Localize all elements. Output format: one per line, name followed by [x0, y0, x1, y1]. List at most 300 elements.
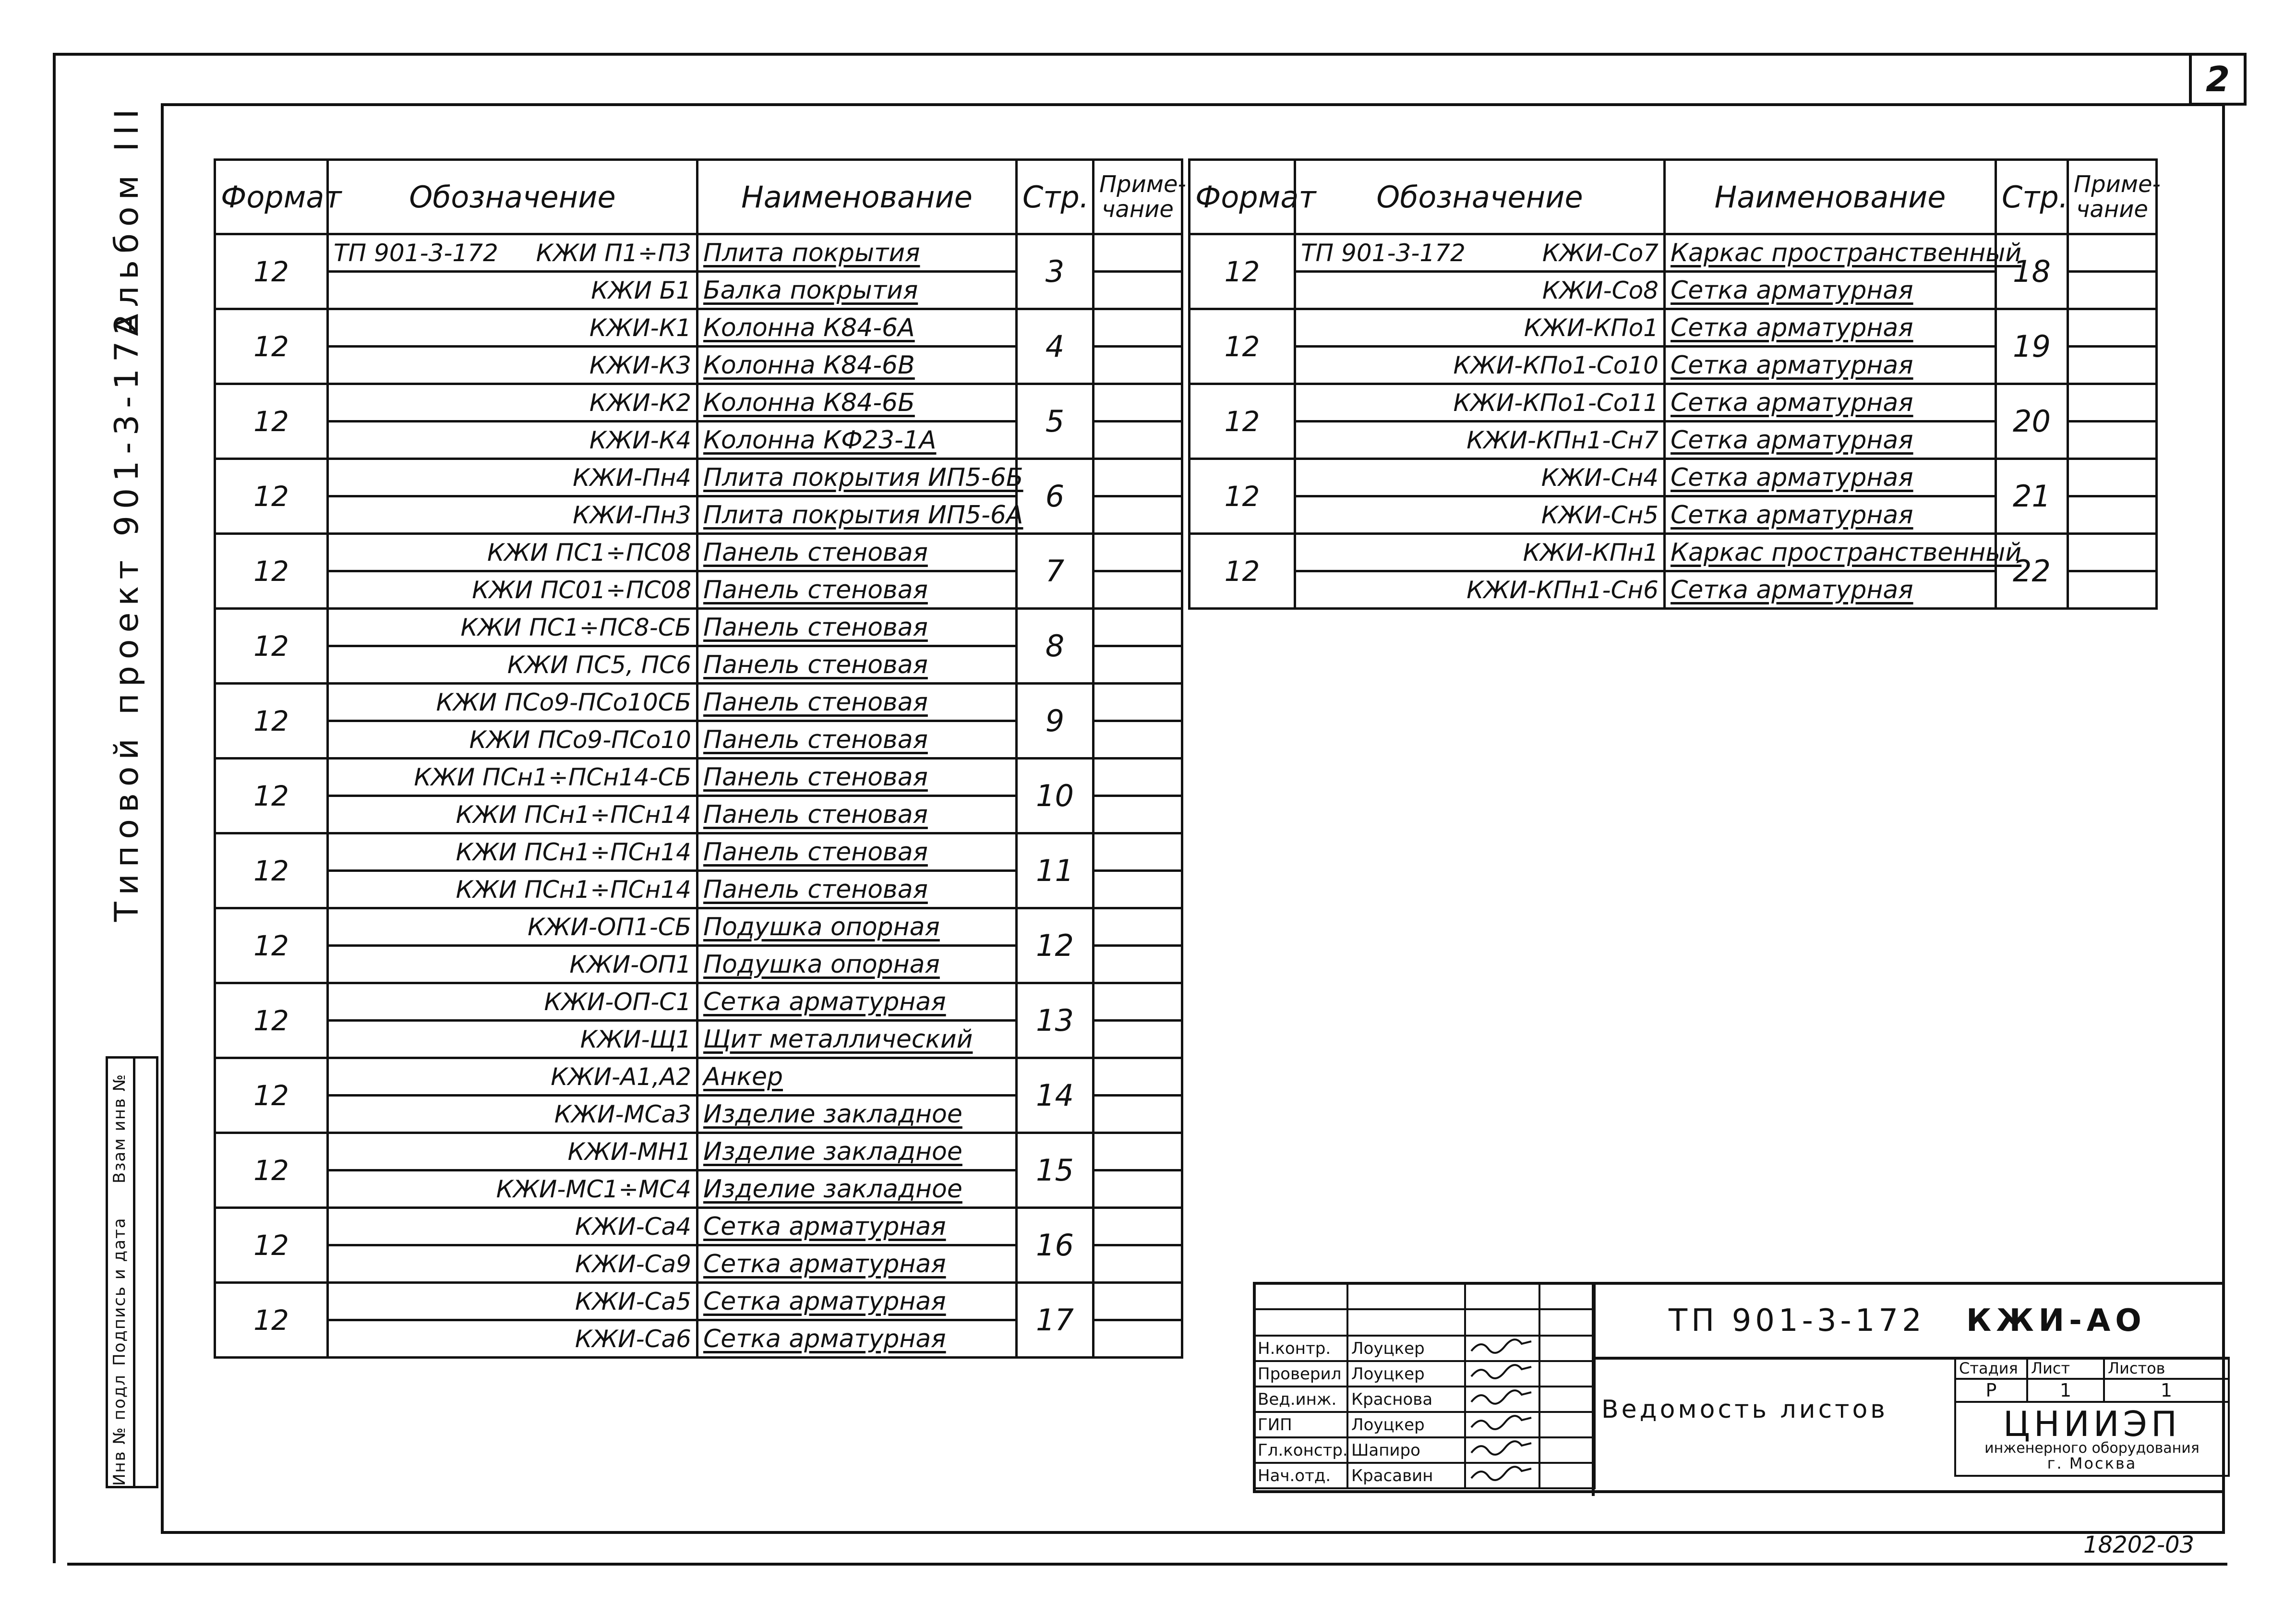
cell-page: 5 [1017, 384, 1094, 459]
cell-format: 12 [1190, 234, 1295, 309]
table-row [215, 908, 1182, 946]
cell-page: 3 [1017, 234, 1094, 309]
cell-designation [328, 1283, 697, 1320]
sheets-label: Листов [2104, 1358, 2229, 1379]
table-row [1190, 234, 2157, 272]
cell-designation [328, 1245, 697, 1283]
cell-name: Сетка арматурная [1665, 496, 1996, 534]
cell-format: 12 [215, 1058, 328, 1133]
signature-scribble [1469, 1337, 1536, 1356]
cell-designation [328, 1133, 697, 1170]
signer-role: Нач.отд. [1254, 1463, 1347, 1488]
signer-row [1254, 1412, 1595, 1437]
cell-designation [328, 983, 697, 1021]
cell-name: Сетка арматурная [697, 1245, 1017, 1283]
designation-prefix: ТП 901-3-172 [334, 239, 498, 267]
cell-name: Колонна К84-6Б [697, 384, 1017, 422]
cell-page: 20 [1996, 384, 2068, 459]
right-sheet-list-table [1188, 158, 2161, 610]
sheet-label: Лист [2027, 1358, 2104, 1379]
cell-designation [328, 1096, 697, 1133]
sidebar-album: Альбом III [108, 102, 146, 336]
signature [1465, 1387, 1539, 1412]
cell-designation [328, 1170, 697, 1208]
cell-format: 12 [1190, 534, 1295, 609]
cell-designation [1295, 496, 1665, 534]
org-city: г. Москва [2047, 1454, 2137, 1472]
left-sheet-list-table [214, 158, 1186, 1359]
cell-note [1094, 983, 1182, 1021]
cell-name: Балка покрытия [697, 272, 1017, 309]
cell-note [1094, 309, 1182, 347]
cell-note [2068, 571, 2157, 609]
cell-note [1094, 796, 1182, 833]
designation-code: КЖИ ПС1÷ПС08 [487, 538, 691, 567]
cell-name: Щит металлический [697, 1021, 1017, 1058]
designation-code: КЖИ-Са5 [575, 1287, 691, 1315]
cell-note [1094, 571, 1182, 609]
cell-designation [328, 908, 697, 946]
cell-designation [328, 571, 697, 609]
cell-name: Колонна К84-6В [697, 347, 1017, 384]
designation-prefix: ТП 901-3-172 [1301, 239, 1466, 267]
signer-blank-cell [1254, 1309, 1347, 1336]
signer-role: Проверил [1254, 1361, 1347, 1387]
cell-designation [328, 384, 697, 422]
cell-name: Сетка арматурная [1665, 384, 1996, 422]
sidebar-project: Типовой проект 901-3-172 [108, 307, 146, 922]
cell-name: Плита покрытия ИП5-6Б [697, 459, 1017, 496]
table-row [215, 1208, 1182, 1245]
designation-code: КЖИ-Са9 [575, 1250, 691, 1278]
signer-row [1254, 1463, 1595, 1488]
cell-designation [328, 347, 697, 384]
cell-name: Панель стеновая [697, 571, 1017, 609]
cell-designation [328, 721, 697, 759]
cell-note [1094, 234, 1182, 272]
cell-note [1094, 871, 1182, 908]
signer-role: Н.контр. [1254, 1336, 1347, 1361]
cell-note [2068, 384, 2157, 422]
cell-note [1094, 1320, 1182, 1358]
signer-date [1539, 1463, 1595, 1488]
table-row [215, 833, 1182, 871]
cell-page: 12 [1017, 908, 1094, 983]
table-header-row [215, 160, 1182, 234]
cell-format: 12 [215, 609, 328, 684]
header-note: Приме-чание [1094, 160, 1182, 234]
cell-designation [328, 534, 697, 571]
org-sub: инженерного оборудования [1984, 1440, 2200, 1457]
header-page: Стр. [1017, 160, 1094, 234]
cell-designation [1295, 309, 1665, 347]
cell-name: Сетка арматурная [697, 1283, 1017, 1320]
signer-date [1539, 1361, 1595, 1387]
table-header-row [1190, 160, 2157, 234]
title-divider-v [1592, 1282, 1595, 1496]
designation-code: КЖИ ПСн1÷ПСн14-СБ [414, 763, 691, 791]
cell-format: 12 [1190, 459, 1295, 534]
cell-format: 12 [1190, 309, 1295, 384]
cell-designation [1295, 422, 1665, 459]
sheet-number-box [2189, 53, 2247, 106]
signer-role: Вед.инж. [1254, 1387, 1347, 1412]
cell-format: 12 [215, 309, 328, 384]
cell-name: Панель стеновая [697, 721, 1017, 759]
cell-designation [1295, 272, 1665, 309]
cell-name: Панель стеновая [697, 833, 1017, 871]
designation-code: КЖИ-Щ1 [580, 1025, 691, 1053]
designation-code: КЖИ-К2 [589, 388, 691, 417]
cell-format: 12 [215, 1283, 328, 1358]
cell-designation [328, 609, 697, 646]
cell-designation [328, 234, 697, 272]
header-note: Приме-чание [2068, 160, 2157, 234]
cell-designation [328, 833, 697, 871]
signer-blank-cell [1539, 1283, 1595, 1309]
cell-name: Панель стеновая [697, 609, 1017, 646]
cell-note [2068, 459, 2157, 496]
cell-name: Панель стеновая [697, 871, 1017, 908]
cell-note [2068, 347, 2157, 384]
header-designation: Обозначение [328, 160, 697, 234]
cell-page: 19 [1996, 309, 2068, 384]
cell-page: 9 [1017, 684, 1094, 759]
cell-note [1094, 908, 1182, 946]
designation-code: КЖИ ПСо9-ПСо10 [469, 725, 691, 754]
cell-page: 15 [1017, 1133, 1094, 1208]
cell-name: Изделие закладное [697, 1096, 1017, 1133]
cell-format: 12 [215, 1208, 328, 1283]
cell-designation [328, 1021, 697, 1058]
header-designation: Обозначение [1295, 160, 1665, 234]
cell-note [1094, 609, 1182, 646]
cell-name: Сетка арматурная [1665, 347, 1996, 384]
cell-designation [328, 946, 697, 983]
bottom-line [67, 1563, 2227, 1566]
cell-page: 17 [1017, 1283, 1094, 1358]
cell-designation [328, 422, 697, 459]
stamp-label-3: Взам инв № [110, 1073, 129, 1183]
cell-name: Изделие закладное [697, 1133, 1017, 1170]
table-row [215, 534, 1182, 571]
designation-code: КЖИ ПСн1÷ПСн14 [456, 838, 691, 866]
cell-page: 11 [1017, 833, 1094, 908]
signature-scribble [1469, 1413, 1536, 1432]
cell-note [1094, 646, 1182, 684]
stage-label: Стадия [1955, 1358, 2027, 1379]
cell-format: 12 [215, 759, 328, 833]
signature-scribble [1469, 1362, 1536, 1381]
stamp-label-1: Инв № подл [110, 1374, 129, 1486]
cell-designation [1295, 234, 1665, 272]
signer-date [1539, 1336, 1595, 1361]
table-row [1190, 459, 2157, 496]
cell-name: Плита покрытия ИП5-6А [697, 496, 1017, 534]
cell-note [1094, 459, 1182, 496]
table-row [215, 609, 1182, 646]
cell-designation [1295, 459, 1665, 496]
cell-name: Сетка арматурная [697, 1208, 1017, 1245]
cell-format: 12 [215, 459, 328, 534]
table-row [215, 983, 1182, 1021]
cell-name: Сетка арматурная [1665, 571, 1996, 609]
cell-name: Колонна КФ23-1А [697, 422, 1017, 459]
signer-row [1254, 1437, 1595, 1463]
table-row [215, 759, 1182, 796]
cell-designation [1295, 534, 1665, 571]
cell-note [1094, 1170, 1182, 1208]
title-block [1253, 1282, 2225, 1493]
cell-note [1094, 496, 1182, 534]
designation-code: КЖИ-КПо1-Со10 [1453, 351, 1659, 379]
sheets-value: 1 [2104, 1379, 2229, 1402]
designation-code: КЖИ ПС1÷ПС8-СБ [460, 613, 691, 641]
header-page: Стр. [1996, 160, 2068, 234]
project-code: ТП 901-3-172 [1669, 1303, 1925, 1339]
table-row [215, 1058, 1182, 1096]
table-row [215, 384, 1182, 422]
sidebar-stamp [106, 1056, 158, 1488]
designation-code: КЖИ-Пн4 [573, 463, 691, 492]
cell-note [1094, 684, 1182, 721]
table-row [215, 459, 1182, 496]
designation-code: КЖИ-КПн1-Сн7 [1467, 426, 1659, 454]
cell-designation [1295, 571, 1665, 609]
signer-blank-cell [1539, 1309, 1595, 1336]
cell-designation [328, 1058, 697, 1096]
cell-name: Сетка арматурная [697, 1320, 1017, 1358]
signature [1465, 1412, 1539, 1437]
signer-role: Гл.констр. [1254, 1437, 1347, 1463]
cell-designation [328, 309, 697, 347]
org-cell [1955, 1402, 2229, 1476]
designation-code: КЖИ-ОП1-СБ [528, 913, 691, 941]
header-name: Наименование [1665, 160, 1996, 234]
cell-note [1094, 384, 1182, 422]
cell-note [1094, 1245, 1182, 1283]
cell-designation [328, 759, 697, 796]
designation-code: КЖИ-Са4 [575, 1212, 691, 1241]
cell-name: Сетка арматурная [1665, 309, 1996, 347]
cell-name: Панель стеновая [697, 759, 1017, 796]
signer-blank-cell [1465, 1309, 1539, 1336]
signer-name: Лоуцкер [1347, 1361, 1465, 1387]
stamp-col-divider [133, 1059, 135, 1486]
stage-value: Р [1955, 1379, 2027, 1402]
designation-code: КЖИ-К4 [589, 426, 691, 454]
cell-note [1094, 347, 1182, 384]
signers-table [1253, 1282, 1596, 1489]
signature [1465, 1463, 1539, 1488]
designation-code: КЖИ-МН1 [567, 1137, 691, 1166]
cell-designation [328, 871, 697, 908]
cell-note [1094, 833, 1182, 871]
cell-note [2068, 234, 2157, 272]
designation-code: КЖИ-ОП-С1 [544, 988, 691, 1016]
cell-name: Панель стеновая [697, 646, 1017, 684]
signer-blank-row [1254, 1283, 1595, 1309]
cell-name: Каркас пространственный [1665, 534, 1996, 571]
cell-page: 8 [1017, 609, 1094, 684]
cell-format: 12 [215, 833, 328, 908]
signer-blank-cell [1347, 1283, 1465, 1309]
stamp-label-2: Подпись и дата [110, 1217, 129, 1366]
table-row [215, 309, 1182, 347]
cell-page: 16 [1017, 1208, 1094, 1283]
signer-blank-cell [1347, 1309, 1465, 1336]
cell-page: 10 [1017, 759, 1094, 833]
signer-name: Лоуцкер [1347, 1412, 1465, 1437]
cell-designation [1295, 347, 1665, 384]
signer-row [1254, 1361, 1595, 1387]
signer-date [1539, 1412, 1595, 1437]
designation-code: КЖИ-Пн3 [573, 501, 691, 529]
cell-page: 22 [1996, 534, 2068, 609]
cell-note [1094, 1096, 1182, 1133]
table-row [1190, 309, 2157, 347]
footer-number: 18202-03 [2083, 1532, 2195, 1558]
cell-page: 13 [1017, 983, 1094, 1058]
cell-note [2068, 422, 2157, 459]
cell-note [1094, 946, 1182, 983]
cell-note [1094, 1133, 1182, 1170]
cell-page: 7 [1017, 534, 1094, 609]
signer-name: Шапиро [1347, 1437, 1465, 1463]
sheet-value: 1 [2027, 1379, 2104, 1402]
cell-designation [328, 459, 697, 496]
cell-page: 21 [1996, 459, 2068, 534]
header-format: Формат [1190, 160, 1295, 234]
designation-code: КЖИ-Со8 [1542, 276, 1659, 304]
signer-blank-cell [1465, 1283, 1539, 1309]
signature [1465, 1361, 1539, 1387]
cell-name: Подушка опорная [697, 908, 1017, 946]
signer-blank-cell [1254, 1283, 1347, 1309]
signature-scribble [1469, 1438, 1536, 1458]
cell-note [2068, 272, 2157, 309]
designation-code: КЖИ-КПо1 [1524, 314, 1659, 342]
cell-note [1094, 1283, 1182, 1320]
designation-code: КЖИ-ОП1 [569, 950, 691, 978]
signer-name: Красавин [1347, 1463, 1465, 1488]
cell-name: Панель стеновая [697, 796, 1017, 833]
designation-code: КЖИ-К3 [589, 351, 691, 379]
designation-code: КЖИ-Сн4 [1541, 463, 1659, 492]
table-row [215, 684, 1182, 721]
designation-code: КЖИ-А1,А2 [551, 1062, 691, 1091]
cell-designation [328, 1208, 697, 1245]
cell-name: Плита покрытия [697, 234, 1017, 272]
cell-name: Колонна К84-6А [697, 309, 1017, 347]
signer-row [1254, 1336, 1595, 1361]
cell-name: Сетка арматурная [1665, 459, 1996, 496]
doc-code: КЖИ-АО [1966, 1303, 2146, 1339]
table-row [1190, 384, 2157, 422]
designation-code: КЖИ-Со7 [1542, 239, 1659, 267]
cell-page: 6 [1017, 459, 1094, 534]
cell-page: 18 [1996, 234, 2068, 309]
cell-format: 12 [215, 983, 328, 1058]
designation-code: КЖИ ПС01÷ПС08 [472, 576, 691, 604]
cell-name: Анкер [697, 1058, 1017, 1096]
cell-note [1094, 272, 1182, 309]
designation-code: КЖИ-МСа3 [554, 1100, 691, 1128]
designation-code: КЖИ ПС5, ПС6 [507, 651, 691, 679]
header-format: Формат [215, 160, 328, 234]
cell-format: 12 [215, 234, 328, 309]
cell-format: 12 [215, 908, 328, 983]
designation-code: КЖИ ПСн1÷ПСн14 [456, 875, 691, 904]
cell-note [1094, 534, 1182, 571]
cell-name: Панель стеновая [697, 684, 1017, 721]
cell-page: 4 [1017, 309, 1094, 384]
cell-designation [328, 796, 697, 833]
doc-title: Ведомость листов [1601, 1395, 1888, 1424]
designation-code: КЖИ-Са6 [575, 1325, 691, 1353]
designation-code: КЖИ-Сн5 [1541, 501, 1659, 529]
cell-designation [328, 272, 697, 309]
cell-designation [1295, 384, 1665, 422]
cell-note [1094, 422, 1182, 459]
designation-code: КЖИ ПСн1÷ПСн14 [456, 800, 691, 829]
signer-date [1539, 1437, 1595, 1463]
cell-designation [328, 496, 697, 534]
signature [1465, 1437, 1539, 1463]
designation-code: КЖИ-КПн1 [1523, 538, 1659, 567]
signer-blank-row [1254, 1309, 1595, 1336]
cell-note [1094, 721, 1182, 759]
designation-code: КЖИ-КПн1-Сн6 [1467, 576, 1659, 604]
cell-name: Сетка арматурная [1665, 272, 1996, 309]
cell-designation [328, 684, 697, 721]
table-row [215, 1283, 1182, 1320]
designation-code: КЖИ-К1 [589, 314, 691, 342]
signer-role: ГИП [1254, 1412, 1347, 1437]
org-name: ЦНИИЭП [2003, 1404, 2181, 1444]
stage-table [1954, 1357, 2230, 1477]
cell-note [1094, 759, 1182, 796]
table-row [215, 1133, 1182, 1170]
signature-scribble [1469, 1387, 1536, 1407]
signature-scribble [1469, 1464, 1536, 1483]
cell-name: Сетка арматурная [697, 983, 1017, 1021]
cell-format: 12 [215, 1133, 328, 1208]
cell-note [2068, 309, 2157, 347]
cell-name: Подушка опорная [697, 946, 1017, 983]
cell-name: Сетка арматурная [1665, 422, 1996, 459]
cell-name: Изделие закладное [697, 1170, 1017, 1208]
cell-note [2068, 534, 2157, 571]
table-row [215, 234, 1182, 272]
header-name: Наименование [697, 160, 1017, 234]
cell-designation [328, 1320, 697, 1358]
designation-code: КЖИ ПСо9-ПСо10СБ [436, 688, 691, 716]
cell-note [1094, 1058, 1182, 1096]
cell-page: 14 [1017, 1058, 1094, 1133]
designation-code: КЖИ Б1 [591, 276, 691, 304]
signature [1465, 1336, 1539, 1361]
cell-note [2068, 496, 2157, 534]
cell-format: 12 [215, 534, 328, 609]
cell-format: 12 [215, 384, 328, 459]
signer-name: Краснова [1347, 1387, 1465, 1412]
table-row [1190, 534, 2157, 571]
signer-name: Лоуцкер [1347, 1336, 1465, 1361]
cell-format: 12 [1190, 384, 1295, 459]
cell-format: 12 [215, 684, 328, 759]
signer-date [1539, 1387, 1595, 1412]
